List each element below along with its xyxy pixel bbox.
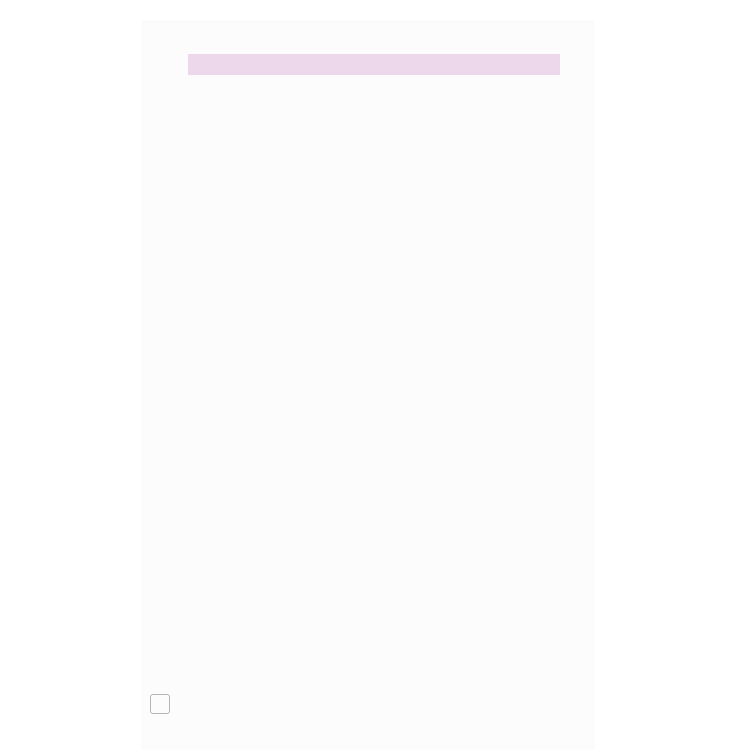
book-page <box>143 22 593 750</box>
scanner-watermark <box>150 694 174 714</box>
camscanner-logo-icon <box>150 694 170 714</box>
running-header <box>188 54 560 75</box>
